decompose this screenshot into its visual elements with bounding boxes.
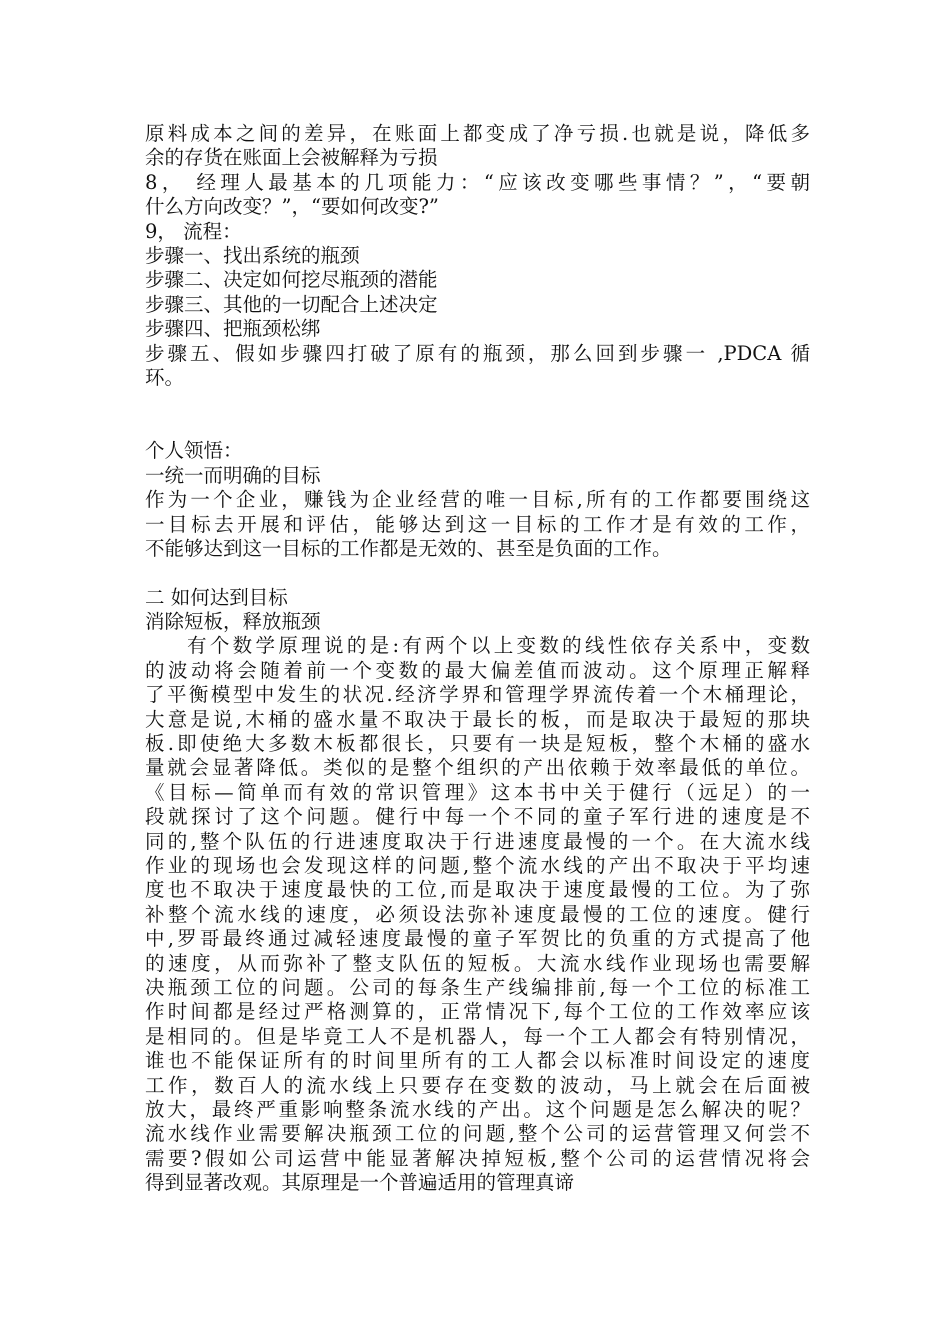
paragraph-line: 了平衡模型中发生的状况.经济学界和管理学界流传着一个木桶理论， [145,683,810,707]
paragraph-line: 是相同的。但是毕竟工人不是机器人，每一个工人都会有特别情况， [145,1024,810,1048]
paragraph-line: 9， 流程： [145,219,242,243]
paragraph-line: 段就探讨了这个问题。健行中每一个不同的童子军行进的速度是不 [145,805,810,829]
paragraph-line: 《目标—简单而有效的常识管理》这本书中关于健行（远足）的一 [145,780,810,804]
paragraph-line: 得到显著改观。其原理是一个普遍适用的管理真谛 [145,1171,575,1195]
step-line: 步骤三、其他的一切配合上述决定 [145,292,438,316]
section-reach-goal [145,586,810,1196]
paragraph-line: 作时间都是经过严格测算的，正常情况下,每个工位的工作效率应该 [145,1000,810,1024]
paragraph-line: 大意是说,木桶的盛水量不取决于最长的板，而是取决于最短的那块 [145,707,810,731]
paragraph-line: 一目标去开展和评估，能够达到这一目标的工作才是有效的工作， [145,512,810,536]
section-subheading: 一统一而明确的目标 [145,463,321,487]
paragraph-line: 中,罗哥最终通过减轻速度最慢的童子军贺比的负重的方式提高了他 [145,927,810,951]
paragraph-line: 需要?假如公司运营中能显著解决掉短板,整个公司的运营情况将会 [145,1146,810,1170]
paragraph-line: 作业的现场也会发现这样的问题,整个流水线的产出不取决于平均速 [145,853,810,877]
paragraph-line: 同的,整个队伍的行进速度取决于行进速度最慢的一个。在大流水线 [145,829,810,853]
step-line: 环。 [145,366,185,390]
paragraph-line: 谁也不能保证所有的时间里所有的工人都会以标准时间设定的速度 [145,1049,810,1073]
paragraph-line: 的速度，从而弥补了整支队伍的短板。大流水线作业现场也需要解 [145,951,810,975]
paragraph-line: 什么方向改变？”，“要如何改变?” [145,195,439,219]
blank-space [145,390,810,439]
step-line: 步骤一、找出系统的瓶颈 [145,244,360,268]
document-page [145,122,810,1196]
blank-space [145,562,810,586]
paragraph-line: 量就会显著降低。类似的是整个组织的产出依赖于效率最低的单位。 [145,756,810,780]
paragraph-line: 8， 经理人最基本的几项能力：“应该改变哪些事情？”，“要朝 [145,170,810,194]
paragraph-line: 板.即使绝大多数木板都很长，只要有一块是短板，整个木桶的盛水 [145,731,810,755]
paragraph-line: 作为一个企业，赚钱为企业经营的唯一目标,所有的工作都要围绕这 [145,488,810,512]
paragraph-line: 余的存货在账面上会被解释为亏损 [145,146,438,170]
paragraph-line: 原料成本之间的差异，在账面上都变成了净亏损.也就是说，降低多 [145,122,810,145]
paragraph-line: 流水线作业需要解决瓶颈工位的问题,整个公司的运营管理又何尝不 [145,1122,810,1146]
paragraph-line: 的波动将会随着前一个变数的最大偏差值而波动。这个原理正解释 [145,658,810,682]
paragraph-line: 度也不取决于速度最快的工位,而是取决于速度最慢的工位。为了弥 [145,878,810,902]
section-subheading: 消除短板，释放瓶颈 [145,609,321,633]
paragraph-line: 不能够达到这一目标的工作都是无效的、甚至是负面的工作。 [145,537,672,561]
step-line: 步骤二、决定如何挖尽瓶颈的潜能 [145,268,438,292]
paragraph-line: 决瓶颈工位的问题。公司的每条生产线编排前,每一个工位的标准工 [145,976,810,999]
section-heading: 个人领悟： [145,439,243,463]
section-personal-insight [145,439,810,561]
section-heading: 二 如何达到目标 [145,585,288,609]
step-line: 步骤五、假如步骤四打破了原有的瓶颈，那么回到步骤一 ,PDCA 循 [145,341,810,365]
paragraph-line: 工作，数百人的流水线上只要存在变数的波动，马上就会在后面被 [145,1073,810,1097]
paragraph-line: 有个数学原理说的是:有两个以上变数的线性依存关系中，变数 [187,634,810,658]
paragraph-line: 补整个流水线的速度，必须设法弥补速度最慢的工位的速度。健行 [145,902,810,926]
step-line: 步骤四、把瓶颈松绑 [145,317,321,341]
section-bottleneck-steps [145,122,810,390]
paragraph-line: 放大，最终严重影响整条流水线的产出。这个问题是怎么解决的呢？ [145,1098,810,1122]
